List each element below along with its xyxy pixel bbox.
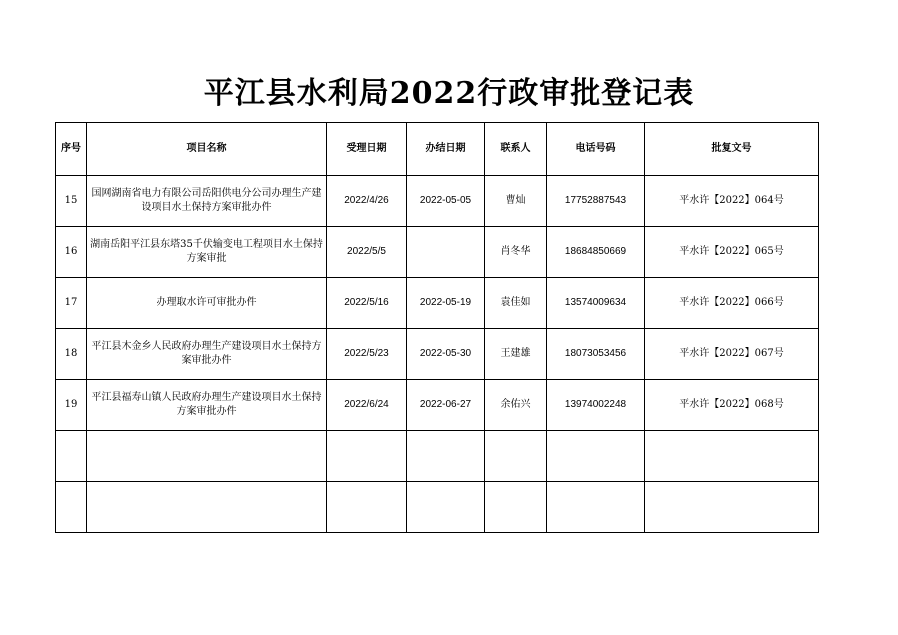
phone-number [547,482,645,533]
contact-person: 曹灿 [485,176,547,227]
contact-person: 余佑兴 [485,380,547,431]
column-header-accepted-date: 受理日期 [327,123,407,176]
accepted-date [327,482,407,533]
completed-date [407,227,485,278]
project-name: 办理取水许可审批办件 [87,278,327,329]
column-header-phone: 电话号码 [547,123,645,176]
project-name: 平江县木金乡人民政府办理生产建设项目水土保持方案审批办件 [87,329,327,380]
row-number: 17 [56,278,87,329]
contact-person: 肖冬华 [485,227,547,278]
column-header-contact: 联系人 [485,123,547,176]
table-header-row [56,123,819,176]
accepted-date: 2022/6/24 [327,380,407,431]
accepted-date: 2022/5/16 [327,278,407,329]
table-row [56,278,819,329]
phone-number: 13974002248 [547,380,645,431]
approval-doc-number [645,482,819,533]
accepted-date: 2022/4/26 [327,176,407,227]
phone-number: 18073053456 [547,329,645,380]
phone-number [547,431,645,482]
contact-person [485,482,547,533]
column-header-no: 序号 [56,123,87,176]
page-title: 平江县水利局2022行政审批登记表 [203,76,695,111]
project-name [87,431,327,482]
column-header-approval-doc: 批复文号 [645,123,819,176]
row-number: 16 [56,227,87,278]
project-name: 平江县福寿山镇人民政府办理生产建设项目水土保持方案审批办件 [87,380,327,431]
registration-table [55,122,819,533]
project-name: 湖南岳阳平江县东塔35千伏输变电工程项目水土保持方案审批 [87,227,327,278]
table-row [56,380,819,431]
table-row [56,176,819,227]
phone-number: 18684850669 [547,227,645,278]
table-row [56,227,819,278]
contact-person: 袁佳如 [485,278,547,329]
project-name [87,482,327,533]
completed-date: 2022-05-19 [407,278,485,329]
phone-number: 13574009634 [547,278,645,329]
completed-date: 2022-06-27 [407,380,485,431]
row-number: 15 [56,176,87,227]
approval-doc-number: 平水许【2022】065号 [645,227,819,278]
accepted-date [327,431,407,482]
contact-person [485,431,547,482]
table-row-empty [56,431,819,482]
row-number [56,431,87,482]
row-number [56,482,87,533]
completed-date: 2022-05-30 [407,329,485,380]
approval-doc-number: 平水许【2022】068号 [645,380,819,431]
accepted-date: 2022/5/5 [327,227,407,278]
row-number: 19 [56,380,87,431]
completed-date [407,431,485,482]
contact-person: 王建雄 [485,329,547,380]
approval-doc-number: 平水许【2022】066号 [645,278,819,329]
accepted-date: 2022/5/23 [327,329,407,380]
approval-doc-number [645,431,819,482]
completed-date [407,482,485,533]
table-row-empty [56,482,819,533]
phone-number: 17752887543 [547,176,645,227]
table-row [56,329,819,380]
column-header-project: 项目名称 [87,123,327,176]
row-number: 18 [56,329,87,380]
approval-doc-number: 平水许【2022】067号 [645,329,819,380]
project-name: 国网湖南省电力有限公司岳阳供电分公司办理生产建设项目水土保持方案审批办件 [87,176,327,227]
column-header-completed-date: 办结日期 [407,123,485,176]
completed-date: 2022-05-05 [407,176,485,227]
approval-doc-number: 平水许【2022】064号 [645,176,819,227]
